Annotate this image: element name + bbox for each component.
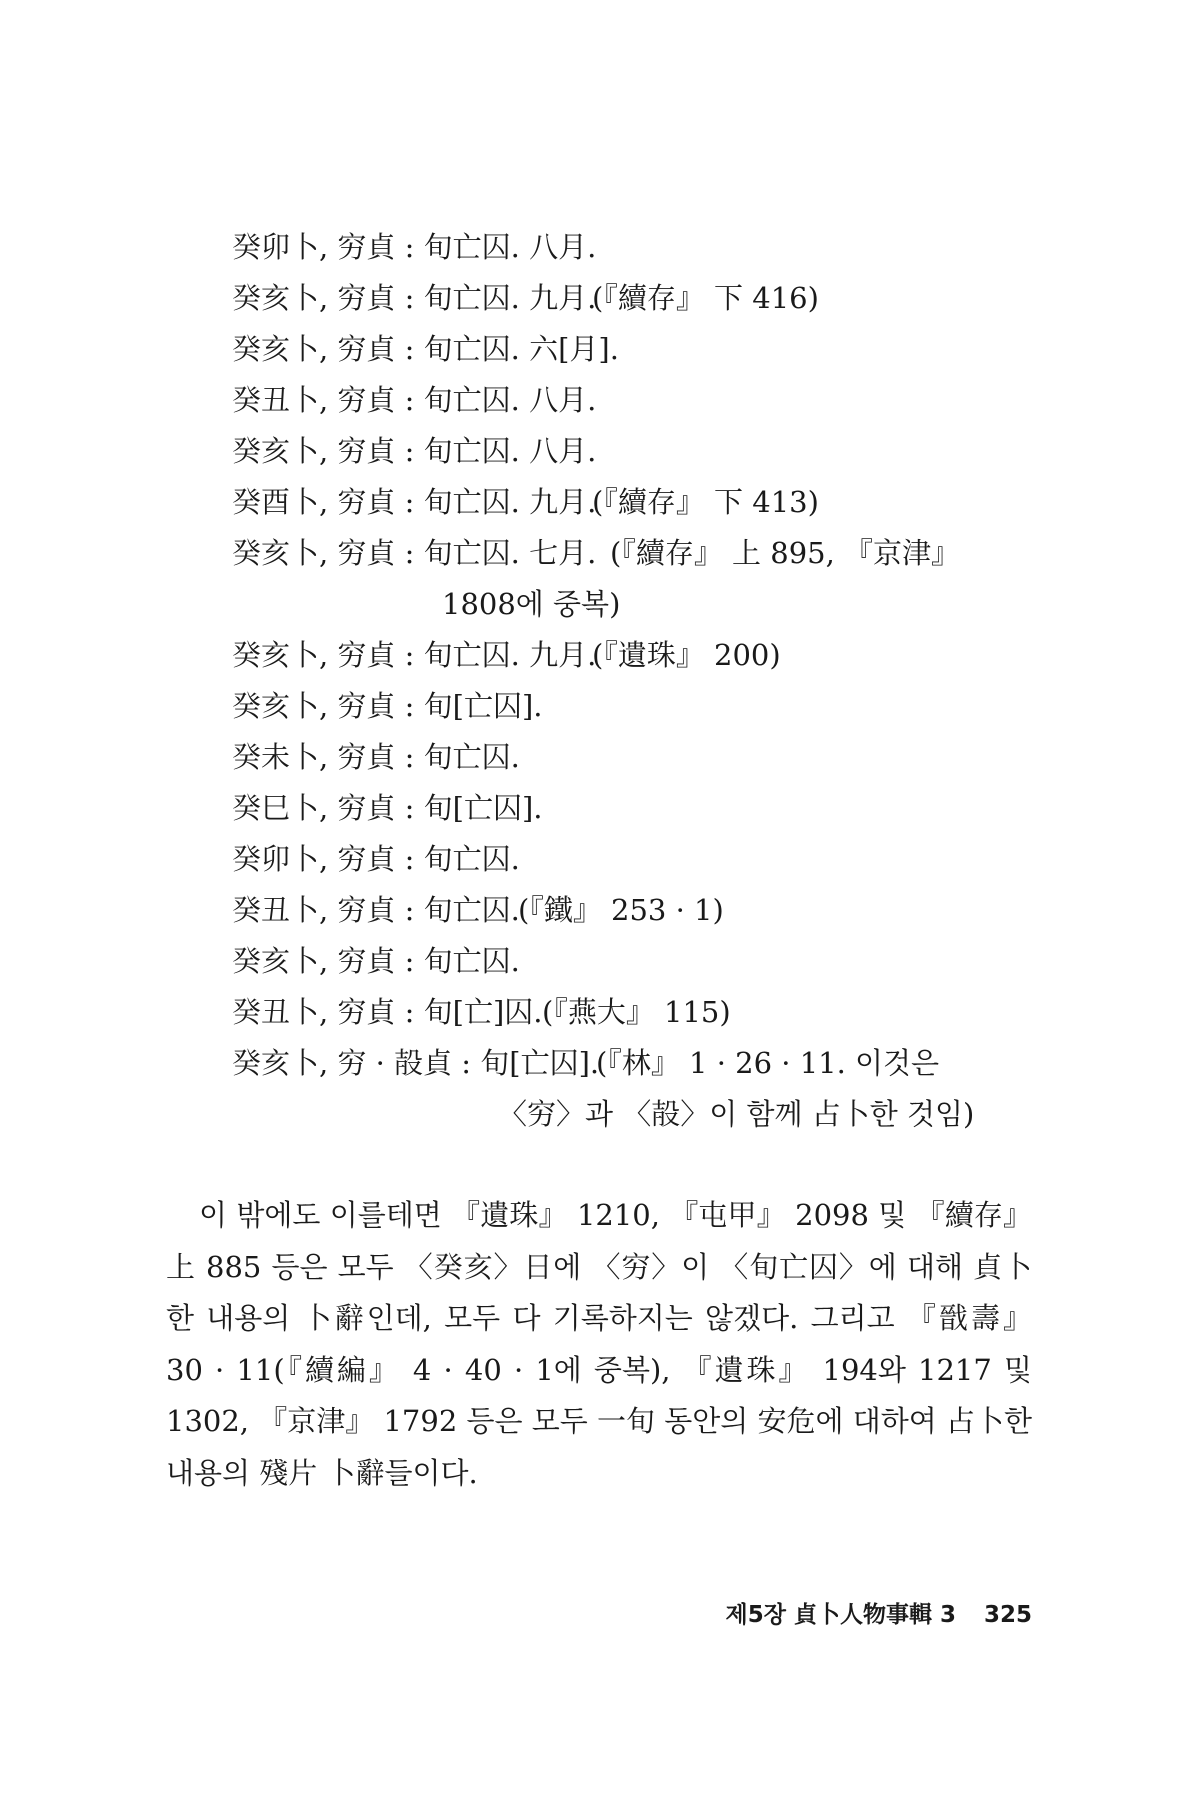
inscription-text: 癸丑卜, 穷貞 : 旬亡囚. [232, 893, 520, 927]
inscription-row [232, 273, 1032, 324]
inscription-text: 癸亥卜, 穷貞 : 旬亡囚. 九月. [232, 638, 597, 672]
inscription-row [232, 936, 1032, 987]
inscription-text: 癸巳卜, 穷貞 : 旬[亡囚]. [232, 791, 543, 825]
inscription-source: (『續存』 下 416) [592, 281, 819, 315]
inscription-text: 〈穷〉과 〈㱿〉이 함께 占卜한 것임) [498, 1097, 975, 1131]
inscription-text: 癸丑卜, 穷貞 : 旬[亡]囚. [232, 995, 543, 1029]
inscription-row [232, 834, 1032, 885]
inscription-row [232, 987, 1032, 1038]
inscription-source: (『續存』 上 895, 『京津』 [610, 536, 961, 570]
inscription-source: (『續存』 下 413) [592, 485, 819, 519]
inscription-text: 癸亥卜, 穷貞 : 旬[亡囚]. [232, 689, 543, 723]
inscription-row [232, 630, 1032, 681]
inscription-text: 癸亥卜, 穷貞 : 旬亡囚. 九月. [232, 281, 597, 315]
inscription-text: 癸酉卜, 穷貞 : 旬亡囚. 九月. [232, 485, 597, 519]
inscription-row [232, 375, 1032, 426]
inscription-row [232, 783, 1032, 834]
inscription-text: 癸未卜, 穷貞 : 旬亡囚. [232, 740, 520, 774]
inscription-row [232, 324, 1032, 375]
page-number: 325 [983, 1602, 1032, 1628]
inscription-row [232, 222, 1032, 273]
inscription-list [232, 222, 1032, 1140]
inscription-row [232, 477, 1032, 528]
inscription-row [232, 1089, 1032, 1140]
inscription-row [232, 528, 1032, 579]
body-paragraph: 이 밖에도 이를테면 『遺珠』 1210, 『屯甲』 2098 및 『續存』 上 885 등은 모두 〈癸亥〉日에 〈穷〉이 〈旬亡囚〉에 대해 貞卜한 내용의 卜辭인데, 모두 다 기록하지는 않겠다. 그리고 『戩壽』 30 · 11(『續編』 4 · 40 · 1에 중복), 『遺珠』 194와 1217 및 1302, 『京津』 1792 등은 모두 一旬 동안의 安危에 대하여 占卜한 내용의 殘片 卜辭들이다. [166, 1198, 1032, 1490]
page-footer [726, 1596, 1032, 1629]
inscription-text: 癸卯卜, 穷貞 : 旬亡囚. 八月. [232, 230, 597, 264]
inscription-row [232, 426, 1032, 477]
inscription-text: 癸亥卜, 穷貞 : 旬亡囚. 七月. [232, 536, 597, 570]
inscription-row [232, 1038, 1032, 1089]
inscription-row [232, 885, 1032, 936]
inscription-row [232, 579, 1032, 630]
running-header-chapter: 제5장 貞卜人物事輯 3 [725, 1602, 956, 1628]
inscription-source: (『鐵』 253 · 1) [518, 893, 724, 927]
inscription-source: (『燕大』 115) [542, 995, 731, 1029]
inscription-text: 癸亥卜, 穷貞 : 旬亡囚. 六[月]. [232, 332, 619, 366]
inscription-source: (『遺珠』 200) [592, 638, 781, 672]
inscription-text: 癸亥卜, 穷貞 : 旬亡囚. [232, 944, 520, 978]
inscription-text: 癸亥卜, 穷貞 : 旬亡囚. 八月. [232, 434, 597, 468]
inscription-text: 癸卯卜, 穷貞 : 旬亡囚. [232, 842, 520, 876]
inscription-text: 1808에 중복) [442, 587, 621, 621]
inscription-row [232, 732, 1032, 783]
inscription-text: 癸丑卜, 穷貞 : 旬亡囚. 八月. [232, 383, 597, 417]
inscription-row [232, 681, 1032, 732]
inscription-text: 癸亥卜, 穷 · 㱿貞 : 旬[亡囚]. [232, 1046, 600, 1080]
inscription-source: (『林』 1 · 26 · 11. 이것은 [596, 1046, 940, 1080]
